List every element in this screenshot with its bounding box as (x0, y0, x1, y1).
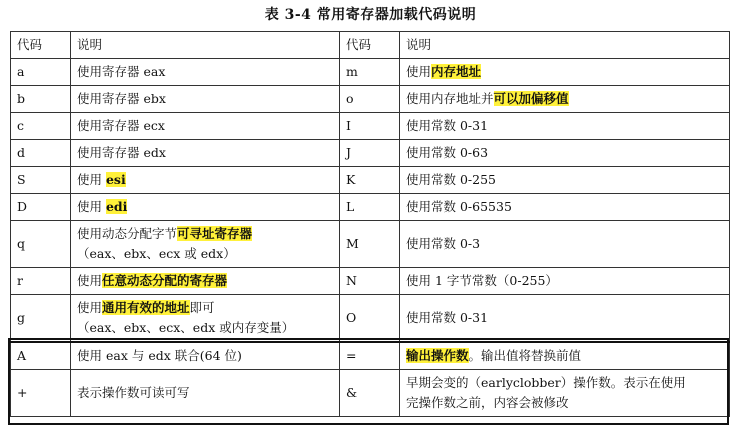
desc-text: 使用内存地址并 (406, 91, 494, 106)
desc-text: 使用常数 0-65535 (406, 199, 512, 214)
desc-text: 使用常数 0-63 (406, 145, 489, 160)
desc-text: 使用常数 0-31 (406, 118, 489, 133)
register-code-table (10, 31, 730, 417)
code-cell: L (340, 194, 400, 221)
desc-text: 使用寄存器 ebx (77, 91, 166, 106)
table-row (11, 221, 730, 268)
desc-cell (400, 86, 730, 113)
highlighted-text: esi (105, 172, 126, 187)
desc-cell (400, 113, 730, 140)
desc-cell (71, 59, 340, 86)
desc-text: 使用寄存器 eax (77, 64, 166, 79)
desc-cell (400, 221, 730, 268)
code-cell: b (11, 86, 71, 113)
table-row (11, 194, 730, 221)
desc-text: 使用 (77, 172, 106, 187)
desc-cell (71, 86, 340, 113)
table-row (11, 167, 730, 194)
desc-text: （eax、ebx、ecx、edx 或内存变量） (77, 320, 295, 335)
code-cell: D (11, 194, 71, 221)
desc-cell (400, 370, 730, 417)
desc-text: 即可 (189, 300, 215, 315)
desc-text: 使用常数 0-3 (406, 236, 481, 251)
table-row (11, 268, 730, 295)
desc-text: 使用常数 0-255 (406, 172, 497, 187)
highlighted-text: 通用有效的地址 (102, 300, 190, 315)
highlighted-text: 可寻址寄存器 (177, 226, 253, 241)
desc-cell (71, 194, 340, 221)
code-cell: r (11, 268, 71, 295)
desc-text: 使用 1 字节常数（0-255） (406, 273, 558, 288)
desc-text: 。输出值将替换前值 (468, 348, 582, 363)
code-cell: q (11, 221, 71, 268)
table-row (11, 370, 730, 417)
desc-cell (400, 342, 730, 370)
desc-text: 使用 (77, 199, 106, 214)
highlighted-text: 输出操作数 (406, 348, 469, 363)
table-caption: 表 3-4 常用寄存器加载代码说明 (264, 7, 477, 23)
desc-text: 使用 (77, 300, 103, 315)
highlighted-text: edi (105, 199, 128, 214)
header-code-2: 代码 (340, 32, 400, 59)
highlighted-text: 可以加偏移值 (493, 91, 569, 106)
code-cell: I (340, 113, 400, 140)
desc-cell (71, 221, 340, 268)
table-header-row (11, 32, 730, 59)
table-row (11, 342, 730, 370)
code-cell: d (11, 140, 71, 167)
code-cell: a (11, 59, 71, 86)
desc-cell (71, 342, 340, 370)
desc-cell (400, 167, 730, 194)
header-desc: 说明 (71, 32, 340, 59)
code-cell: O (340, 295, 400, 343)
code-cell: A (11, 342, 71, 370)
code-cell: S (11, 167, 71, 194)
desc-text: 使用常数 0-31 (406, 310, 489, 325)
code-cell: M (340, 221, 400, 268)
desc-cell (71, 113, 340, 140)
table-row (11, 295, 730, 343)
code-cell: & (340, 370, 400, 417)
code-cell: o (340, 86, 400, 113)
desc-text: 使用动态分配字节 (77, 226, 178, 241)
desc-cell (71, 268, 340, 295)
code-cell: m (340, 59, 400, 86)
desc-text: 早期会变的（earlyclobber）操作数。表示在使用 (406, 375, 686, 390)
table-row (11, 140, 730, 167)
table-row (11, 113, 730, 140)
desc-cell (71, 167, 340, 194)
code-cell: c (11, 113, 71, 140)
desc-cell (71, 370, 340, 417)
table-row (11, 86, 730, 113)
desc-cell (71, 295, 340, 343)
header-desc-2: 说明 (400, 32, 730, 59)
desc-text: 使用 (406, 64, 432, 79)
code-cell: g (11, 295, 71, 343)
desc-text: 表示操作数可读可写 (77, 385, 190, 400)
desc-text: 使用寄存器 ecx (77, 118, 165, 133)
code-cell: N (340, 268, 400, 295)
desc-cell (400, 295, 730, 343)
desc-text: 完操作数之前，内容会被修改 (406, 395, 569, 410)
highlighted-text: 内存地址 (431, 64, 482, 79)
desc-text: 使用 eax 与 edx 联合(64 位) (77, 348, 242, 363)
code-cell: K (340, 167, 400, 194)
desc-cell (400, 194, 730, 221)
code-cell: + (11, 370, 71, 417)
desc-cell (400, 268, 730, 295)
desc-cell (400, 59, 730, 86)
header-code: 代码 (11, 32, 71, 59)
code-cell: J (340, 140, 400, 167)
highlighted-text: 任意动态分配的寄存器 (102, 273, 228, 288)
code-cell: = (340, 342, 400, 370)
desc-text: 使用 (77, 273, 103, 288)
desc-cell (400, 140, 730, 167)
desc-text: （eax、ebx、ecx 或 edx） (77, 246, 236, 261)
table-row (11, 59, 730, 86)
desc-cell (71, 140, 340, 167)
desc-text: 使用寄存器 edx (77, 145, 166, 160)
